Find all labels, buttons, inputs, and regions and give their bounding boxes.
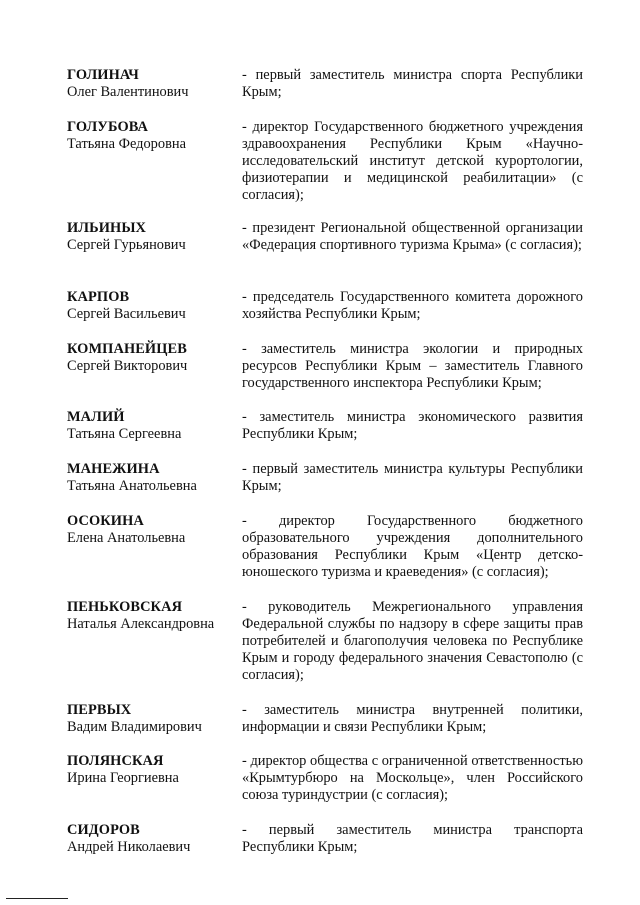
member-surname: ИЛЬИНЫХ <box>67 220 147 236</box>
member-surname: ГОЛУБОВА <box>67 119 149 135</box>
member-name <box>67 822 237 856</box>
member-given-name: Сергей Гурьянович <box>67 237 186 253</box>
footnote-separator-line <box>6 898 68 899</box>
member-given-name: Татьяна Федоровна <box>67 136 186 152</box>
member-role: - первый заместитель министра спорта Республики Крым; <box>242 67 583 100</box>
member-given-name: Сергей Викторович <box>67 358 188 374</box>
member-name <box>67 599 237 633</box>
member-role: - директор Государственного бюджетного учреждения здравоохранения Республики Крым «Научно-исследовательский институт детской курортологии, физиотерапии и медицинской реабилитации» (с согласия); <box>242 119 583 203</box>
member-name <box>67 341 237 375</box>
member-surname: ГОЛИНАЧ <box>67 67 139 83</box>
member-given-name: Олег Валентинович <box>67 84 189 100</box>
member-surname: ПЕНЬКОВСКАЯ <box>67 599 183 615</box>
member-given-name: Андрей Николаевич <box>67 839 191 855</box>
member-given-name: Наталья Александровна <box>67 616 215 632</box>
member-role: - председатель Государственного комитета дорожного хозяйства Республики Крым; <box>242 289 583 322</box>
member-surname: КОМПАНЕЙЦЕВ <box>67 341 187 357</box>
member-role: - первый заместитель министра транспорта Республики Крым; <box>242 822 583 855</box>
member-role: - первый заместитель министра культуры Республики Крым; <box>242 461 583 494</box>
member-surname: МАЛИЙ <box>67 409 125 425</box>
member-given-name: Елена Анатольевна <box>67 530 186 546</box>
member-name <box>67 67 237 101</box>
member-name <box>67 753 237 787</box>
member-name <box>67 220 237 254</box>
member-surname: ПЕРВЫХ <box>67 702 132 718</box>
member-name <box>67 409 237 443</box>
member-given-name: Татьяна Анатольевна <box>67 478 197 494</box>
member-given-name: Татьяна Сергеевна <box>67 426 182 442</box>
member-role: - руководитель Межрегионального управления Федеральной службы по надзору в сфере защиты прав потребителей и благополучия человека по Республике Крым и городу федерального значения Севастополю (с согласия); <box>242 599 583 683</box>
member-surname: КАРПОВ <box>67 289 130 305</box>
member-name <box>67 702 237 736</box>
member-surname: ОСОКИНА <box>67 513 144 529</box>
member-role: - заместитель министра внутренней политики, информации и связи Республики Крым; <box>242 702 583 735</box>
member-role: - заместитель министра экономического развития Республики Крым; <box>242 409 583 442</box>
member-role: - заместитель министра экологии и природных ресурсов Республики Крым – заместитель Главного государственного инспектора Республики Крым; <box>242 341 583 391</box>
member-role: - директор Государственного бюджетного образовательного учреждения дополнительного образования Республики Крым «Центр детско-юношеского туризма и краеведения» (с согласия); <box>242 513 583 580</box>
member-surname: ПОЛЯНСКАЯ <box>67 753 164 769</box>
member-surname: СИДОРОВ <box>67 822 140 838</box>
member-name <box>67 461 237 495</box>
member-name <box>67 119 237 153</box>
member-name <box>67 289 237 323</box>
member-name <box>67 513 237 547</box>
member-role: - директор общества с ограниченной ответственностью «Крымтурбюро на Москольце», член Российского союза туриндустрии (с согласия); <box>242 753 583 803</box>
member-given-name: Вадим Владимирович <box>67 719 202 735</box>
member-given-name: Ирина Георгиевна <box>67 770 179 786</box>
member-role: - президент Региональной общественной организации «Федерация спортивного туризма Крыма» (с согласия); <box>242 220 583 253</box>
member-given-name: Сергей Васильевич <box>67 306 186 322</box>
member-surname: МАНЕЖИНА <box>67 461 160 477</box>
